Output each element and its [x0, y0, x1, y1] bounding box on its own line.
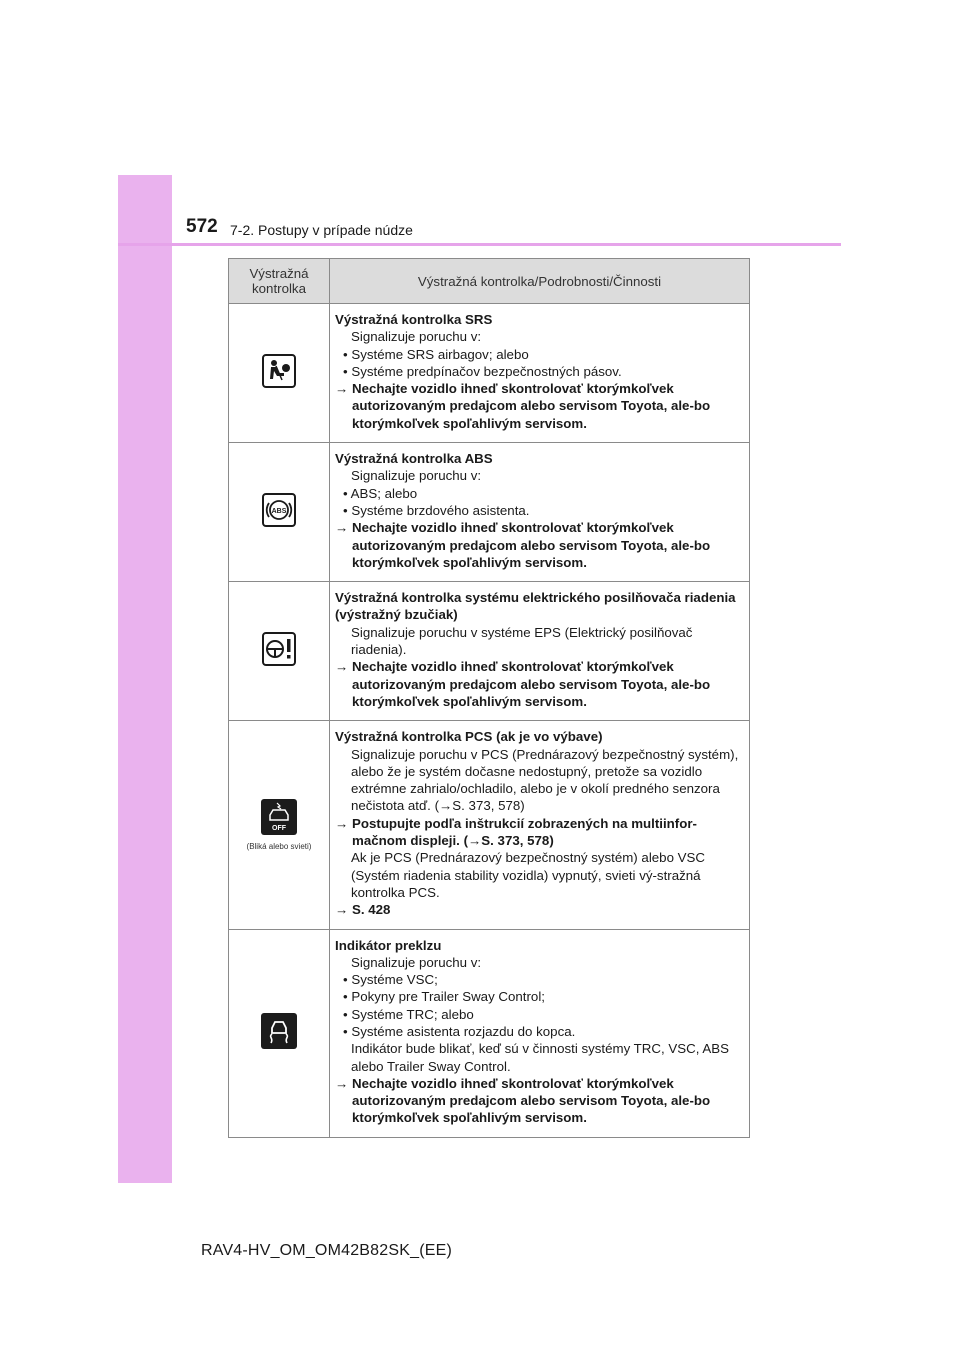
- bullet-item: • Pokyny pre Trailer Sway Control;: [343, 989, 545, 1005]
- warning-light-table: [228, 258, 750, 1138]
- slip-indicator-icon: [261, 1013, 297, 1049]
- column-header-details: Výstražná kontrolka/Podrobnosti/Činnosti: [330, 259, 750, 304]
- table-row: [229, 443, 750, 582]
- srs-airbag-warning-icon: [262, 354, 296, 388]
- row-note: Ak je PCS (Prednárazový bezpečnostný systém) alebo VSC (Systém riadenia stability vozidla) vypnutý, svieti vý-stražná kontrolka PCS.: [351, 850, 706, 900]
- column-header-light: Výstražná kontrolka: [229, 259, 330, 304]
- row-intro: Signalizuje poruchu v systéme EPS (Elektrický posilňovač riadenia).: [351, 624, 693, 658]
- abs-warning-icon: [262, 493, 296, 527]
- icon-cell: [229, 304, 330, 443]
- row-note: Indikátor bude blikať, keď sú v činnosti systémy TRC, VSC, ABS alebo Trailer Sway Control.: [351, 1041, 729, 1074]
- text-cell: [330, 582, 750, 721]
- bullet-item: • Systéme predpínačov bezpečnostných pásov.: [343, 363, 622, 379]
- side-color-bar: [118, 175, 172, 1183]
- row-action: → Postupujte podľa inštrukcií zobrazených na multiinfor-mačnom displeji. (→S. 373, 578): [335, 815, 697, 849]
- icon-cell: [229, 443, 330, 582]
- row-reference: → S. 428: [335, 902, 391, 918]
- bullet-item: • Systéme TRC; alebo: [343, 1006, 474, 1022]
- pcs-icon-off-label: OFF: [272, 824, 286, 832]
- bullet-item: • ABS; alebo: [343, 485, 418, 501]
- table-header-row: [229, 259, 750, 304]
- eps-warning-icon: [262, 632, 296, 666]
- bullet-item: • Systéme asistenta rozjazdu do kopca.: [343, 1023, 576, 1039]
- row-action: → Nechajte vozidlo ihneď skontrolovať ktorýmkoľvek autorizovaným predajcom alebo servisom Toyota, ale-bo ktorýmkoľvek spoľahlivým servisom.: [335, 1075, 711, 1126]
- row-title: Indikátor preklzu: [335, 937, 442, 953]
- row-intro: Signalizuje poruchu v PCS (Prednárazový bezpečnostný systém), alebo že je systém dočasne nedostupný, pretože sa vozidlo extrémne zahrialo/ochladilo, alebo je v okolí predného senzora nečistota atď. (→S. 373, 578): [351, 746, 739, 814]
- row-intro: Signalizuje poruchu v:: [351, 329, 482, 345]
- icon-cell: [229, 582, 330, 721]
- bullet-item: • Systéme SRS airbagov; alebo: [343, 346, 529, 362]
- table-row: [229, 304, 750, 443]
- row-title: Výstražná kontrolka systému elektrického posilňovača riadenia (výstražný bzučiak): [335, 590, 736, 623]
- page-number: 572: [186, 216, 218, 237]
- bullet-item: • Systéme VSC;: [343, 972, 438, 988]
- text-cell: [330, 929, 750, 1137]
- row-action: → Nechajte vozidlo ihneď skontrolovať ktorýmkoľvek autorizovaným predajcom alebo servisom Toyota, ale-bo ktorýmkoľvek spoľahlivým servisom.: [335, 659, 711, 709]
- table-row: [229, 721, 750, 929]
- table-row: [229, 929, 750, 1137]
- text-cell: [330, 721, 750, 929]
- icon-cell: [229, 929, 330, 1137]
- bullet-item: • Systéme brzdového asistenta.: [343, 502, 530, 518]
- row-title: Výstražná kontrolka SRS: [335, 312, 493, 327]
- row-title: Výstražná kontrolka PCS (ak je vo výbave): [335, 729, 603, 745]
- icon-cell: [229, 721, 330, 929]
- pcs-warning-icon: [261, 799, 297, 835]
- icon-caption: (Bliká alebo svieti): [246, 842, 312, 852]
- text-cell: [330, 304, 750, 443]
- table-row: [229, 582, 750, 721]
- text-cell: [330, 443, 750, 582]
- header-divider: [118, 243, 841, 246]
- row-action: → Nechajte vozidlo ihneď skontrolovať ktorýmkoľvek autorizovaným predajcom alebo servisom Toyota, ale-bo ktorýmkoľvek spoľahlivým servisom.: [335, 381, 711, 431]
- row-action: → Nechajte vozidlo ihneď skontrolovať ktorýmkoľvek autorizovaným predajcom alebo servisom Toyota, ale-bo ktorýmkoľvek spoľahlivým servisom.: [335, 520, 711, 570]
- document-code: RAV4-HV_OM_OM42B82SK_(EE): [201, 1242, 453, 1259]
- row-intro: Signalizuje poruchu v:: [351, 468, 482, 484]
- row-title: Výstražná kontrolka ABS: [335, 451, 493, 467]
- svg-text:ABS: ABS: [271, 507, 287, 515]
- section-title: 7-2. Postupy v prípade núdze: [230, 222, 413, 238]
- row-intro: Signalizuje poruchu v:: [351, 954, 482, 970]
